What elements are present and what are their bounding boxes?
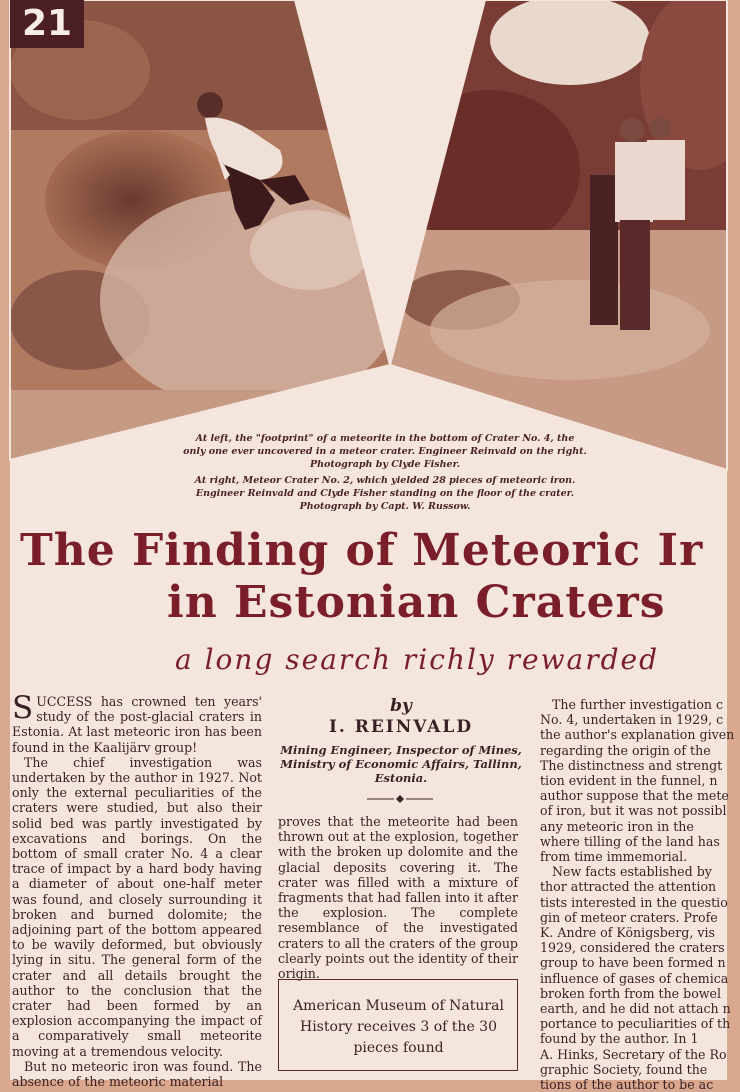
photo-caption xyxy=(160,432,610,516)
crater-footprint-photo xyxy=(10,0,410,470)
paragraph: New facts established by thor attracted the attention tists interested in the questio gin of meteor craters. Profe K. Andre of Königsberg, vis 1929, considered the craters group to have been formed n influence of gases of chemica broken forth from the bowel earth, and he did not attach n portance to peculiarities of th found by the author. In 1 A. Hinks, Secretary of the Ro graphic Society, found the tions of the author to be ac xyxy=(540,864,731,1092)
column-1 xyxy=(12,690,262,1090)
magazine-page xyxy=(10,0,735,1092)
author-name: I. REINVALD xyxy=(328,717,474,737)
byline-by: by xyxy=(390,696,412,716)
paragraph: The chief investigation was undertaken by the author in 1927. Not only the external peculiarities of the craters were studied, but also their solid bed was partly investigated by excavations and borings. On the bottom of small crater No. 4 a clear trace of impact by a hard body having a diameter of about one-half meter was found, and closely surrounding it broken and burned dolomite; the adjoining part of the bottom appeared to be wavily deformed, but obviously lying in situ. The general form of the crater and all details brought the author to the conclusion that the crater had been formed by an explosion accompanying the impact of a comparatively small meteorite moving at a tremendous velocity. xyxy=(12,754,262,1059)
meteor-crater-no2-photo xyxy=(390,0,740,470)
title-line-1: The Finding of Meteoric Ir xyxy=(20,525,704,576)
photo-spread xyxy=(10,0,727,470)
article-title xyxy=(20,525,740,629)
paragraph: SUCCESS has crowned ten years' study of the post-glacial craters in Estonia. At last meteoric iron has been found in the Kaalijärv group! xyxy=(12,690,262,755)
paragraph: The further investigation c No. 4, undertaken in 1929, c the author's explanation given regarding the origin of the The distinctness and strengt tion evident in the funnel, n author suppose that the mete of iron, but it was not possibl any meteoric iron in the where tilling of the land has from time immemorial. xyxy=(540,697,735,865)
column-2 xyxy=(278,814,518,981)
divider-ornament xyxy=(367,794,433,804)
paragraph: But no meteoric iron was found. The absence of the meteoric material xyxy=(12,1058,262,1090)
caption-left: At left, the "footprint" of a meteorite in the bottom of Crater No. 4, the only one ever uncovered in a meteor crater. Engineer Reinvald on the right. Photograph by Clyde Fisher. xyxy=(183,433,587,470)
author-affiliation: Mining Engineer, Inspector of Mines, Ministry of Economic Affairs, Tallinn, Estonia. xyxy=(280,743,522,785)
page-number: 21 xyxy=(10,0,84,48)
byline xyxy=(276,696,526,785)
caption-right: At right, Meteor Crater No. 2, which yielded 28 pieces of meteoric iron. Engineer Reinvald and Clyde Fisher standing on the floor of the crater. Photograph by Capt. W. Russow. xyxy=(194,475,576,512)
drop-cap: S xyxy=(12,690,34,726)
callout-box xyxy=(278,979,518,1071)
title-line-2: in Estonian Craters xyxy=(167,577,666,628)
article-subtitle: a long search richly rewarded xyxy=(175,643,660,676)
paragraph: proves that the meteorite had been thrown out at the explosion, together with the broken up dolomite and the glacial deposits covering it. The crater was filled with a mixture of fragments that had fallen into it after the explosion. The complete resemblance of the investigated craters to all the craters of the group clearly points out the identity of their origin. xyxy=(278,814,518,982)
column-3 xyxy=(540,697,740,1092)
callout-text: American Museum of Natural History receives 3 of the 30 pieces found xyxy=(293,998,504,1056)
